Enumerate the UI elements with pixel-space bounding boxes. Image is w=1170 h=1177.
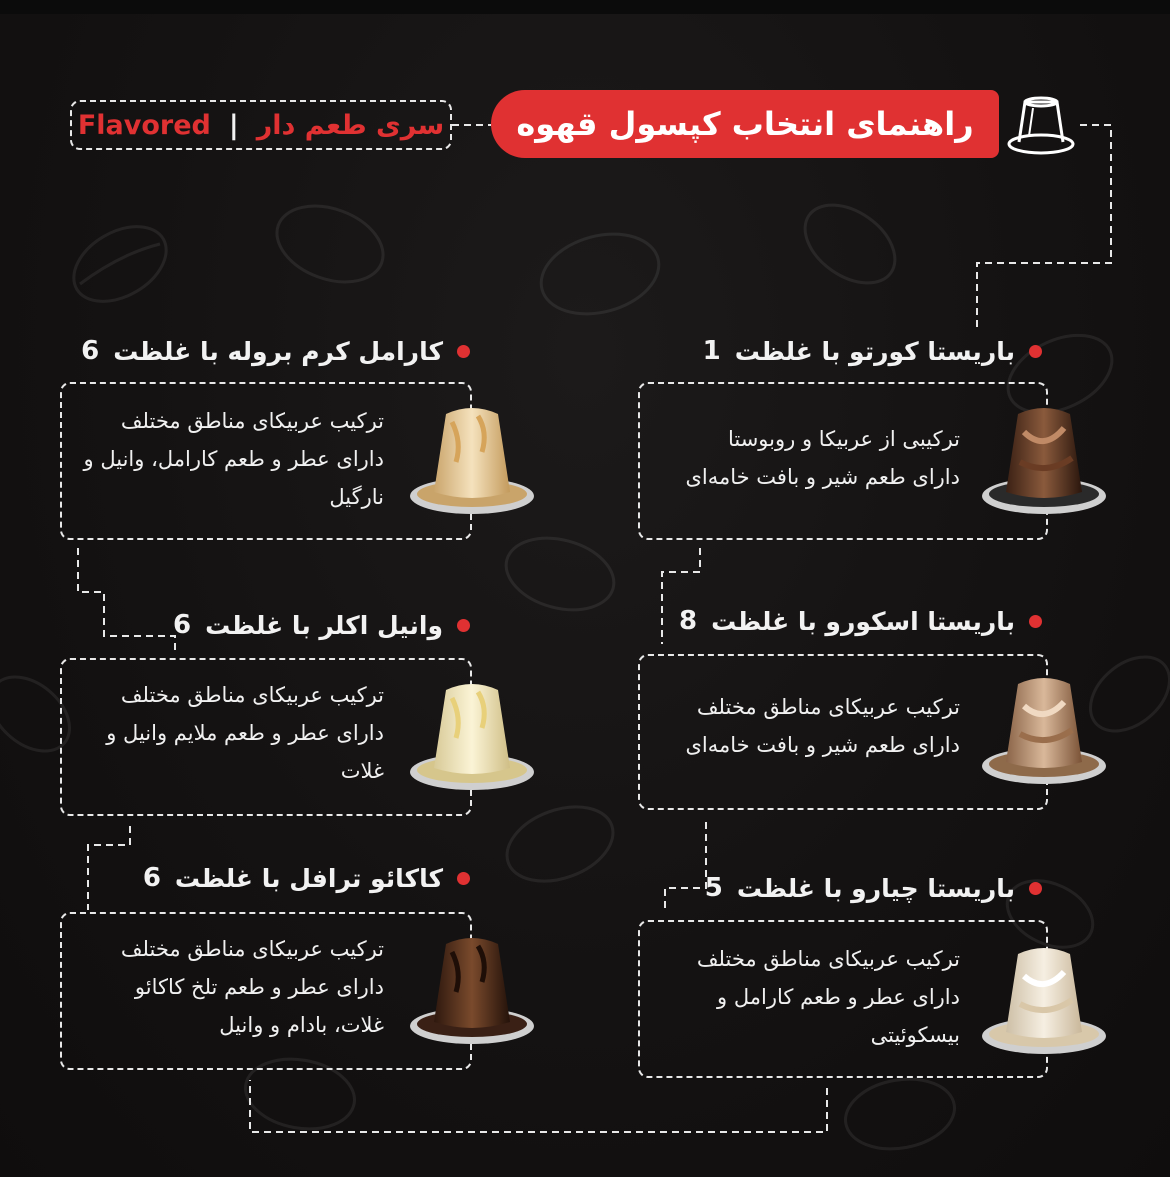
description-line: دارای طعم شیر و بافت خامه‌ای	[685, 733, 960, 757]
item-card	[638, 382, 1048, 540]
item-intensity: 6	[81, 336, 100, 366]
series-separator: |	[228, 109, 239, 141]
coffee-pod-image	[980, 392, 1108, 520]
coffee-pod-image	[408, 392, 536, 520]
item-name: باریستا کورتو با غلظت	[734, 336, 1015, 366]
item-name: وانیل اکلر با غلظت	[205, 610, 443, 640]
coffee-pod-image	[408, 668, 536, 796]
description-line: ترکیب عربیکای مناطق مختلف	[120, 937, 384, 961]
item-card	[60, 382, 472, 540]
description-line: غلات	[340, 759, 384, 783]
description-line: ترکیب عربیکای مناطق مختلف	[120, 683, 384, 707]
item-description	[121, 930, 384, 1044]
item-card	[638, 654, 1048, 810]
item-card	[60, 658, 472, 816]
coffee-pod-image	[980, 932, 1108, 1060]
item-heading	[703, 336, 1042, 366]
description-line: ترکیب عربیکای مناطق مختلف	[696, 947, 960, 971]
item-name: باریستا اسکورو با غلظت	[711, 606, 1015, 636]
item-card	[60, 912, 472, 1070]
page-title: راهنمای انتخاب کپسول قهوه	[491, 90, 999, 158]
bullet-dot	[457, 872, 470, 885]
bullet-dot	[1029, 345, 1042, 358]
item-intensity: 5	[704, 873, 723, 903]
description-line: ترکیب عربیکای مناطق مختلف	[696, 695, 960, 719]
item-intensity: 6	[173, 610, 192, 640]
item-heading	[173, 610, 470, 640]
coffee-pod-image	[980, 662, 1108, 790]
bullet-dot	[457, 345, 470, 358]
coffee-capsule-icon	[1003, 88, 1079, 160]
series-label-box	[70, 100, 452, 150]
item-description	[84, 402, 384, 516]
item-card	[638, 920, 1048, 1078]
description-line: دارای طعم شیر و بافت خامه‌ای	[685, 465, 960, 489]
item-heading	[705, 873, 1042, 903]
item-intensity: 6	[142, 863, 161, 893]
item-intensity: 8	[679, 606, 698, 636]
item-heading	[679, 606, 1042, 636]
item-name: کاکائو ترافل با غلظت	[174, 863, 443, 893]
item-intensity: 1	[702, 336, 721, 366]
bullet-dot	[457, 619, 470, 632]
item-description	[685, 688, 960, 764]
item-description	[697, 940, 960, 1054]
item-name: باریستا چیارو با غلظت	[736, 873, 1015, 903]
description-line: دارای عطر و طعم کارامل، وانیل و	[83, 447, 384, 471]
item-heading	[143, 863, 470, 893]
description-line: غلات، بادام و وانیل	[219, 1013, 384, 1037]
item-description	[685, 420, 960, 496]
series-english-label: Flavored	[77, 109, 211, 141]
description-line: دارای عطر و طعم ملایم وانیل و	[106, 721, 384, 745]
bullet-dot	[1029, 615, 1042, 628]
description-line: دارای عطر و طعم تلخ کاکائو	[134, 975, 384, 999]
description-line: ترکیبی از عربیکا و روبوستا	[727, 427, 960, 451]
coffee-pod-image	[408, 922, 536, 1050]
bullet-dot	[1029, 882, 1042, 895]
series-persian-label: سری طعم دار	[256, 109, 445, 141]
description-line: نارگیل	[329, 485, 384, 509]
item-description	[106, 676, 384, 790]
item-heading	[81, 336, 470, 366]
item-name: کارامل کرم بروله با غلظت	[113, 336, 443, 366]
description-line: دارای عطر و طعم کارامل و	[717, 985, 960, 1009]
description-line: بیسکوئیتی	[870, 1023, 960, 1047]
description-line: ترکیب عربیکای مناطق مختلف	[120, 409, 384, 433]
